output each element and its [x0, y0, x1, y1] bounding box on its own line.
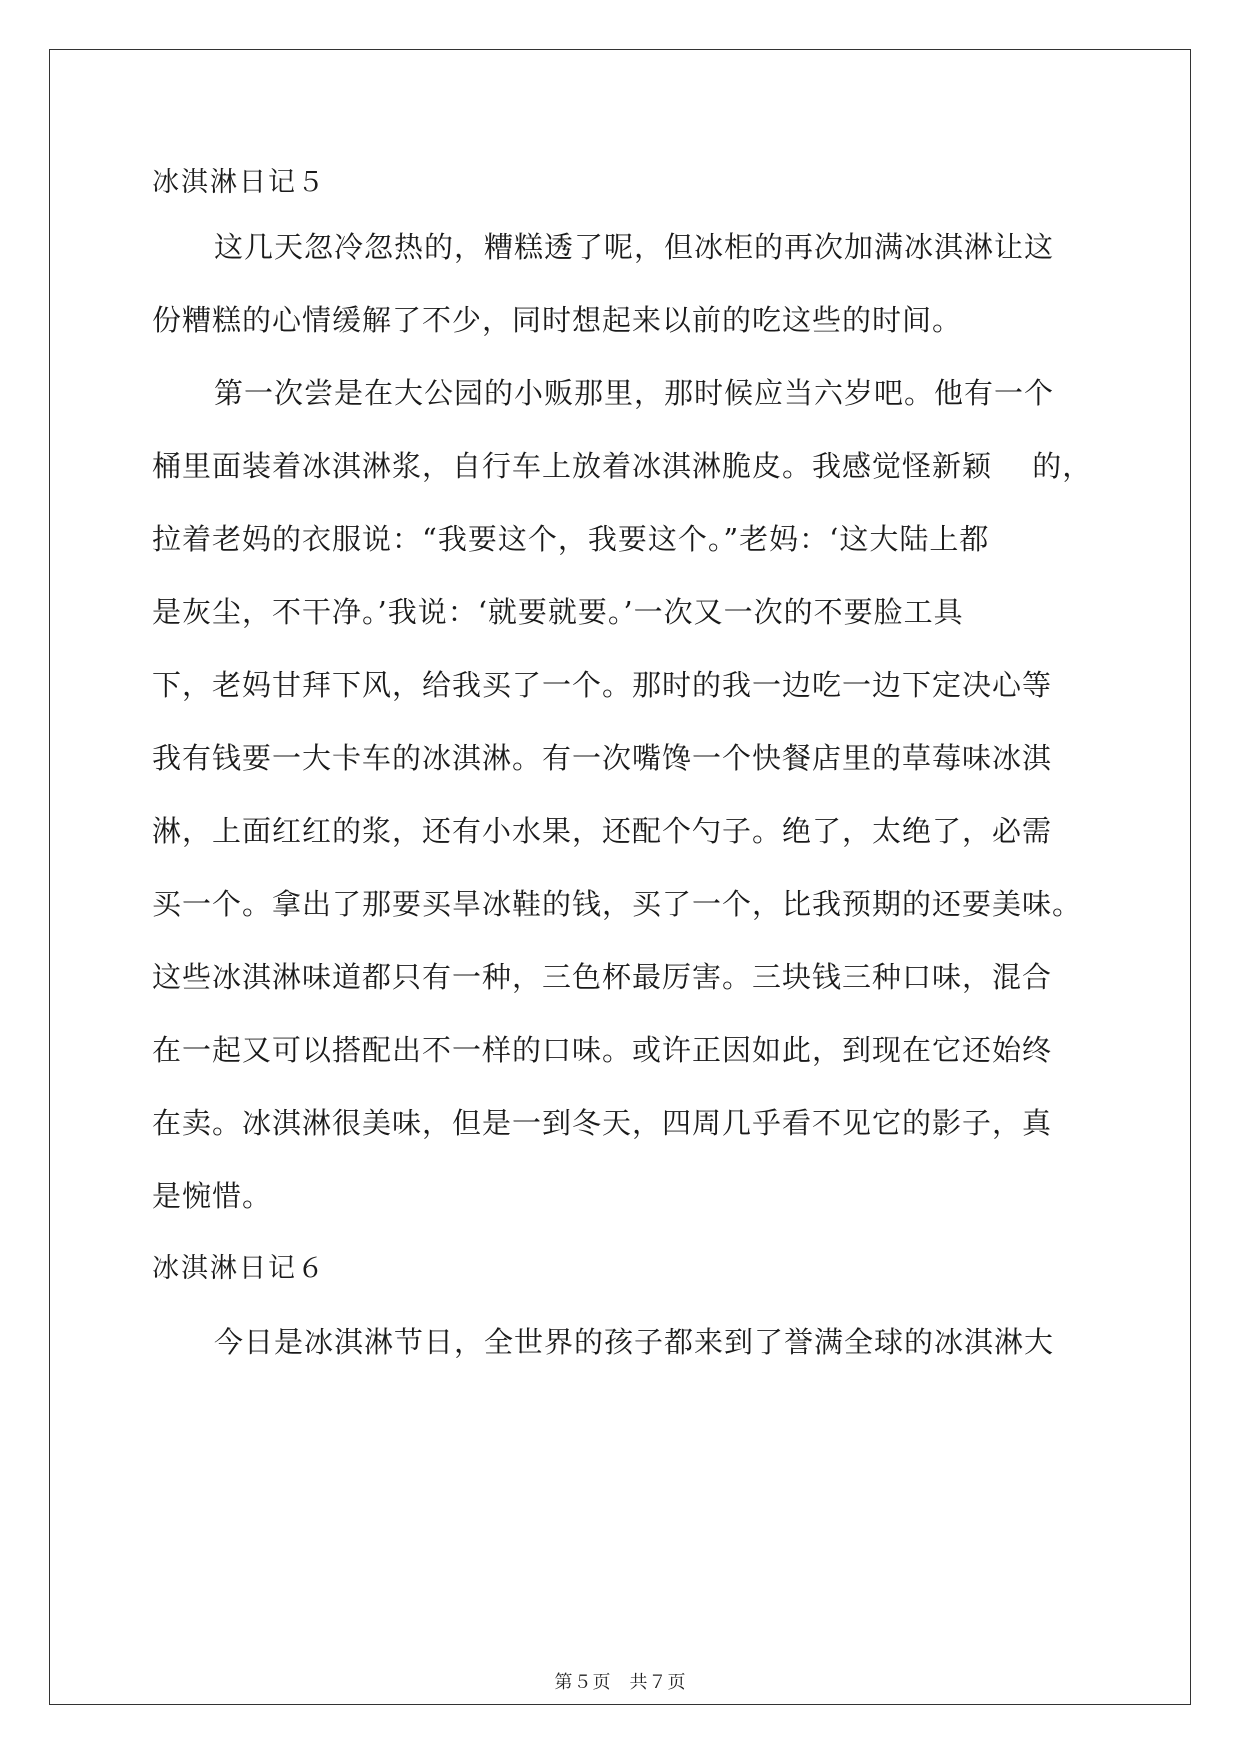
- paragraph-line: 在一起又可以搭配出不一样的口味。或许正因如此，到现在它还始终: [152, 1033, 1053, 1067]
- section-heading: 冰淇淋日记５: [152, 167, 326, 198]
- paragraph-line: 这些冰淇淋味道都只有一种，三色杯最厉害。三块钱三种口味，混合: [152, 960, 1053, 994]
- paragraph-line: 份糟糕的心情缓解了不少，同时想起来以前的吃这些的时间。: [152, 303, 963, 337]
- paragraph-line: 拉着老妈的衣服说：“我要这个，我要这个。”老妈：‘这大陆上都: [152, 522, 990, 556]
- page-number: 第５页: [554, 1672, 612, 1693]
- paragraph-line: 在卖。冰淇淋很美味，但是一到冬天，四周几乎看不见它的影子，真: [152, 1106, 1053, 1140]
- paragraph-line: 是灰尘，不干净。’我说：‘就要就要。’一次又一次的不要脸工具: [152, 595, 964, 629]
- page-border: [49, 49, 1191, 1705]
- paragraph-line: 第一次尝是在大公园的小贩那里，那时候应当六岁吧。他有一个: [214, 376, 1055, 410]
- paragraph-line: 桶里面装着冰淇淋浆，自行车上放着冰淇淋脆皮。我感觉怪新颖 的，: [152, 449, 1093, 483]
- paragraph-line: 淋，上面红红的浆，还有小水果，还配个勺子。绝了，太绝了，必需: [152, 814, 1053, 848]
- paragraph-line: 今日是冰淇淋节日，全世界的孩子都来到了誉满全球的冰淇淋大: [214, 1325, 1055, 1359]
- paragraph-line: 下，老妈甘拜下风，给我买了一个。那时的我一边吃一边下定决心等: [152, 668, 1053, 702]
- paragraph-line: 是惋惜。: [152, 1179, 273, 1213]
- paragraph-line: 买一个。拿出了那要买旱冰鞋的钱，买了一个，比我预期的还要美味。: [152, 887, 1083, 921]
- paragraph-line: 这几天忽冷忽热的，糟糕透了呢，但冰柜的再次加满冰淇淋让这: [214, 230, 1055, 264]
- page-footer: [0, 1668, 1241, 1694]
- section-heading: 冰淇淋日记６: [152, 1253, 326, 1284]
- paragraph-line: 我有钱要一大卡车的冰淇淋。有一次嘴馋一个快餐店里的草莓味冰淇: [152, 741, 1053, 775]
- page-total: 共７页: [629, 1672, 687, 1693]
